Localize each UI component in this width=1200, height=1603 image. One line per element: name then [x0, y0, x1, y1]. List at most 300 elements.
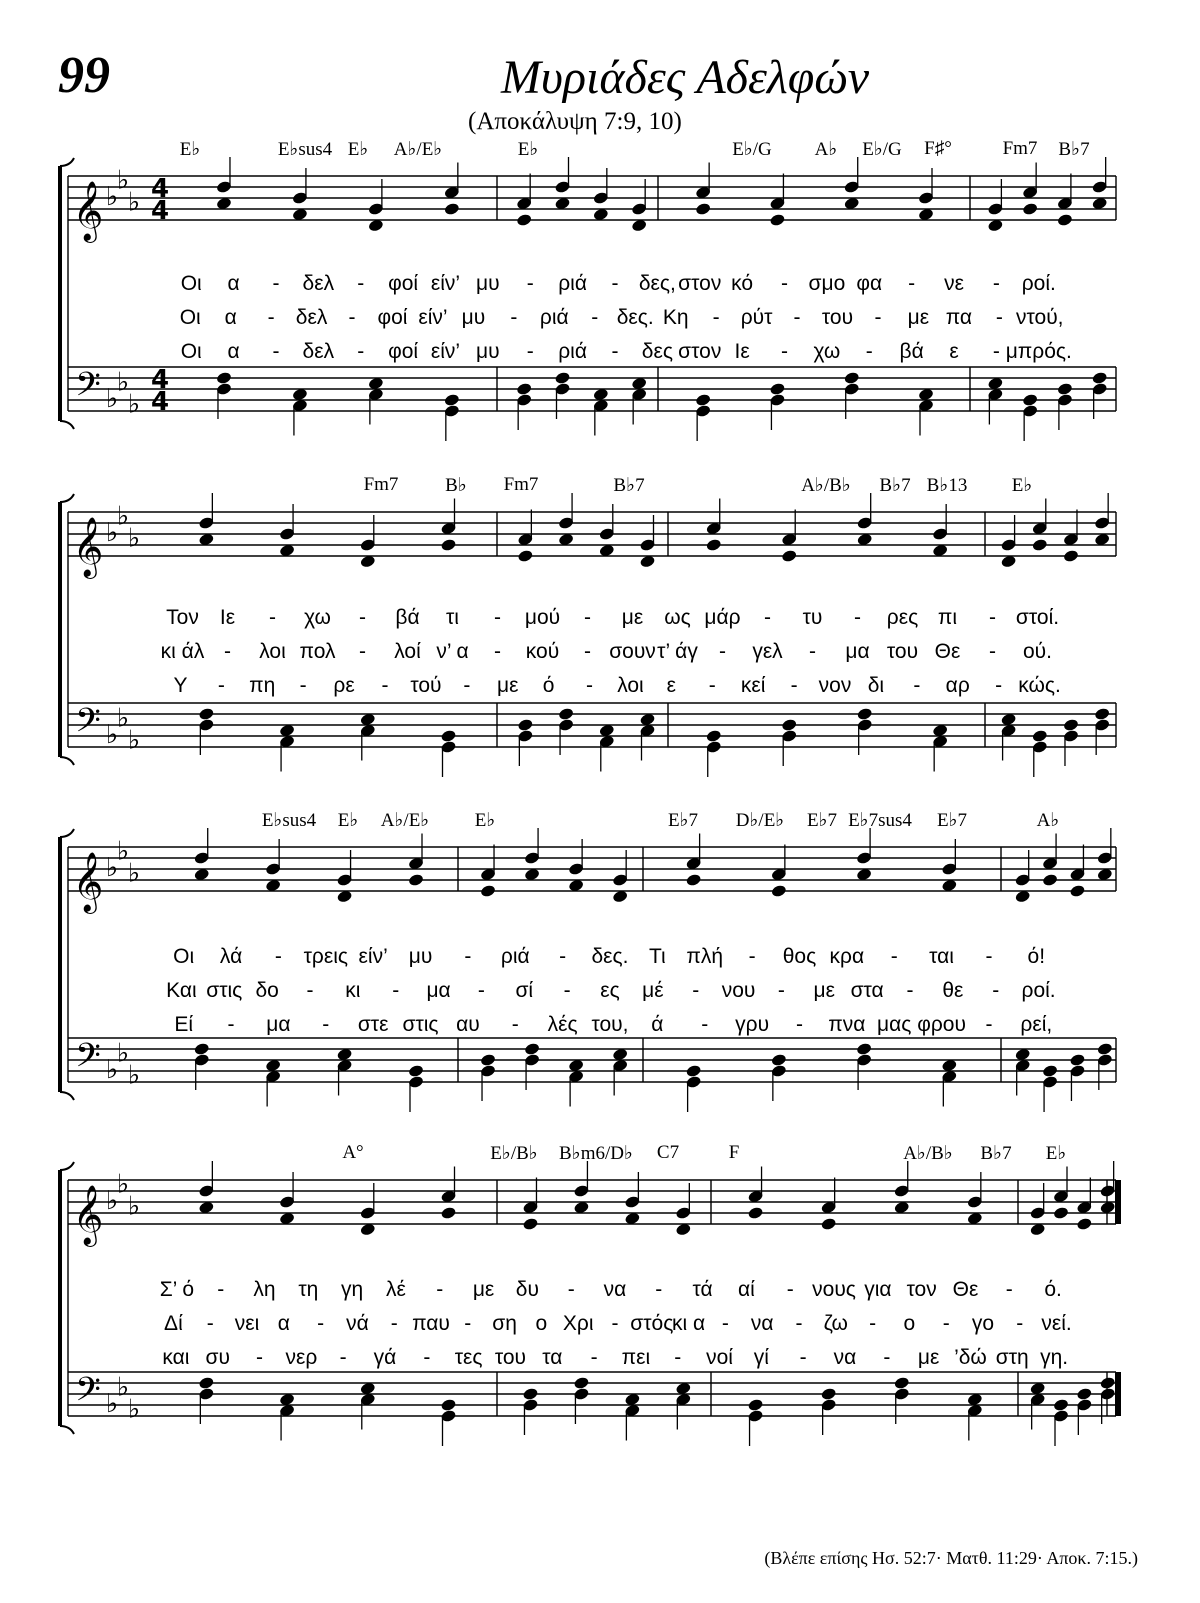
lyric-verse-3: ε — [666, 674, 677, 697]
lyric-verse-2: - — [306, 979, 314, 1002]
lyric-verse-3: είν’ — [430, 340, 461, 363]
lyric-verse-2: είν’ — [418, 306, 448, 329]
lyric-verse-1: - — [436, 1278, 444, 1301]
lyric-verse-1: φα — [856, 272, 883, 295]
notehead — [856, 707, 873, 721]
hymn-number: 99 — [58, 47, 110, 104]
notehead — [1063, 718, 1080, 732]
notehead — [769, 213, 786, 227]
lyric-verse-3: τού — [410, 674, 442, 697]
lyric-verse-1: τη — [298, 1278, 319, 1301]
lyric-verse-1: λά — [219, 945, 243, 968]
lyric-verse-2: με — [907, 306, 930, 329]
lyric-verse-3: μυ — [476, 340, 500, 363]
lyric-verse-1: - — [764, 606, 771, 629]
notehead — [480, 884, 497, 898]
chord-symbol: E♭ — [179, 139, 201, 160]
key-flat-icon: ♭ — [127, 1191, 141, 1222]
lyric-verse-2: σουν — [609, 640, 656, 663]
chord-symbol: B♭7 — [613, 475, 645, 496]
lyric-verse-3: - — [795, 1013, 803, 1036]
lyric-verse-1: Οι — [173, 945, 195, 968]
chord-symbol: E♭sus4 — [261, 810, 317, 831]
lyric-verse-2: - — [869, 1312, 877, 1335]
lyric-verse-3: ρεί, — [1020, 1013, 1053, 1036]
lyric-verse-2: κι α — [672, 1312, 706, 1335]
treble-clef-icon: 𝄞 — [72, 181, 104, 241]
notehead — [781, 718, 798, 732]
lyric-verse-3: νον — [818, 674, 852, 697]
lyric-verse-2: - — [719, 640, 726, 663]
lyric-verse-2: κι άλ — [160, 640, 205, 663]
lyric-verse-2: λοι — [259, 640, 286, 663]
lyric-verse-3: - — [913, 674, 921, 697]
notehead — [1069, 884, 1086, 898]
chord-symbol: E♭ — [347, 139, 369, 160]
lyric-verse-2: Δί — [164, 1312, 183, 1335]
lyric-verse-2: μα — [845, 640, 870, 663]
lyric-verse-2: νεί. — [1041, 1312, 1072, 1335]
notehead — [893, 1376, 910, 1390]
lyric-verse-3: Οι — [180, 340, 202, 363]
lyric-verse-2: - — [874, 306, 882, 329]
lyric-verse-3: με — [917, 1346, 940, 1369]
lyric-verse-3: του, — [591, 1013, 629, 1036]
key-flat-icon: ♭ — [105, 1055, 119, 1085]
lyric-verse-2: - — [584, 640, 591, 663]
bracket-cap — [60, 1162, 74, 1170]
lyric-verse-3: αυ — [456, 1013, 480, 1036]
lyric-verse-3: - — [381, 674, 389, 697]
lyric-verse-2: - — [777, 979, 785, 1002]
lyric-verse-3: - — [511, 1013, 519, 1036]
chord-symbol: B♭7 — [879, 475, 911, 496]
lyric-verse-3: - — [781, 340, 789, 363]
lyric-verse-3: με — [496, 674, 519, 697]
footer-references: (Βλέπε επίσης Ησ. 52:7· Ματθ. 11:29· Αποκ. 7:15.) — [764, 1548, 1138, 1568]
lyric-verse-1: με — [472, 1278, 495, 1301]
lyric-verse-1: ως — [664, 606, 691, 629]
lyric-verse-3: στη — [995, 1346, 1029, 1369]
lyric-verse-2: - — [390, 1312, 398, 1335]
lyric-verse-2: Και — [166, 979, 197, 1002]
lyric-verse-2: Χρι — [562, 1312, 594, 1335]
lyric-verse-1: μού — [524, 606, 561, 629]
notehead — [1076, 1387, 1093, 1401]
lyric-verse-1: - — [272, 272, 280, 295]
lyric-verse-3: λοι — [617, 674, 644, 697]
lyric-verse-2: σί — [515, 979, 534, 1002]
lyric-verse-3: - — [995, 674, 1003, 697]
lyric-verse-3: - — [423, 1346, 431, 1369]
lyric-verse-3: γί — [753, 1346, 769, 1369]
chord-symbol: E♭ — [474, 810, 496, 831]
lyric-verse-3: - — [799, 1346, 807, 1369]
key-flat-icon: ♭ — [105, 1186, 119, 1216]
lyric-verse-1: τρεις — [303, 945, 348, 968]
lyric-verse-1: λη — [253, 1278, 276, 1301]
lyric-verse-2: δο — [255, 979, 279, 1002]
lyric-verse-2: - — [477, 979, 485, 1002]
lyric-verse-2: - — [795, 1312, 803, 1335]
lyric-verse-3: μα — [266, 1013, 291, 1036]
lyric-verse-3: τες — [454, 1346, 483, 1369]
notehead — [517, 549, 534, 563]
lyric-verse-3: - — [701, 1013, 709, 1036]
lyric-verse-3: - — [611, 340, 619, 363]
chord-symbol: E♭ — [517, 139, 539, 160]
lyric-verse-1: ριά — [558, 272, 587, 295]
notehead — [440, 538, 457, 552]
key-flat-icon: ♭ — [127, 187, 141, 218]
notehead — [516, 382, 533, 396]
lyric-verse-2: ού. — [1023, 640, 1052, 663]
lyric-verse-2: - — [464, 1312, 472, 1335]
notehead — [524, 1042, 541, 1056]
lyric-verse-1: τά — [692, 1278, 713, 1301]
lyric-verse-3: στις — [402, 1013, 439, 1036]
chord-symbol: F♯° — [924, 138, 952, 159]
lyric-verse-2: φοί — [377, 306, 408, 329]
lyric-verse-2: τ’ άγ — [657, 640, 698, 663]
bracket-cap — [60, 1426, 74, 1434]
lyric-verse-2: - — [510, 306, 518, 329]
lyric-verse-1: πλή — [686, 945, 724, 968]
lyric-verse-3: ρε — [333, 674, 355, 697]
lyric-verse-3: αρ — [945, 674, 970, 697]
chord-symbol: A♭ — [814, 139, 838, 160]
chord-symbol: A♭/B♭ — [801, 475, 851, 496]
notehead — [1099, 1376, 1116, 1390]
lyric-verse-2: νά — [346, 1312, 369, 1335]
notehead — [781, 549, 798, 563]
notehead — [554, 371, 571, 385]
lyric-verse-3: τα — [542, 1346, 563, 1369]
lyric-verse-1: βά — [395, 606, 420, 629]
notehead — [216, 371, 233, 385]
chord-symbol: A° — [342, 1142, 364, 1163]
notehead — [522, 1217, 539, 1231]
lyric-verse-3: πνα — [828, 1013, 866, 1036]
lyric-verse-3: - — [339, 1346, 347, 1369]
lyric-verse-1: - — [854, 606, 861, 629]
notehead — [1069, 1053, 1086, 1067]
lyric-verse-3: - — [299, 674, 307, 697]
notehead — [769, 382, 786, 396]
notehead — [408, 873, 425, 887]
lyric-verse-2: - — [348, 306, 356, 329]
lyric-verse-3: στον — [678, 340, 722, 363]
lyric-verse-1: με — [621, 606, 644, 629]
lyric-verse-2: λοί — [394, 640, 421, 663]
lyric-verse-3: - — [865, 340, 873, 363]
lyric-verse-2: ο — [903, 1312, 916, 1335]
lyric-verse-2: - — [721, 1312, 729, 1335]
lyric-verse-1: μυ — [476, 272, 500, 295]
lyric-verse-2: α — [277, 1312, 290, 1335]
notehead — [685, 873, 702, 887]
lyric-verse-3: - — [883, 1346, 891, 1369]
bracket-cap — [60, 1092, 74, 1100]
chord-symbol: C7 — [656, 1142, 680, 1163]
lyric-verse-2: - — [992, 979, 1000, 1002]
key-flat-icon: ♭ — [116, 703, 130, 734]
lyric-verse-1: τον — [906, 1278, 937, 1301]
lyric-verse-1: κρα — [829, 945, 865, 968]
lyric-verse-1: μυ — [408, 945, 433, 968]
lyric-verse-1: χω — [304, 606, 331, 629]
notehead — [1031, 729, 1048, 743]
lyric-verse-1: ό. — [1044, 1278, 1062, 1301]
lyric-verse-3: στε — [357, 1013, 389, 1036]
key-flat-icon: ♭ — [127, 523, 141, 554]
notehead — [440, 729, 457, 743]
lyric-verse-3: δελ — [302, 340, 335, 363]
lyric-verse-1: - — [269, 606, 276, 629]
lyric-verse-1: - — [989, 606, 996, 629]
chord-symbol: E♭/B♭ — [490, 1143, 538, 1164]
lyric-verse-2: δες. — [616, 306, 654, 329]
notehead — [1022, 393, 1039, 407]
key-flat-icon: ♭ — [116, 1372, 130, 1403]
lyric-verse-2: ες — [600, 979, 620, 1002]
lyric-verse-2: - — [224, 640, 231, 663]
notehead — [444, 393, 461, 407]
chord-symbol: E♭/G — [732, 139, 772, 160]
notehead — [1094, 707, 1111, 721]
lyric-verse-1: φοί — [388, 272, 419, 295]
key-flat-icon: ♭ — [105, 182, 119, 212]
lyric-verse-1: δελ — [302, 272, 335, 295]
lyric-verse-3: κεί — [740, 674, 766, 697]
lyric-verse-1: στον — [678, 272, 722, 295]
lyric-verse-1: δες. — [591, 945, 629, 968]
notehead — [705, 538, 722, 552]
lyric-verse-1: γη — [341, 1278, 364, 1301]
notehead — [771, 1053, 788, 1067]
chord-symbol: E♭sus4 — [277, 139, 333, 160]
lyric-verse-2: να — [750, 1312, 774, 1335]
lyric-verse-1: - — [1005, 1278, 1013, 1301]
notehead — [856, 1042, 873, 1056]
lyric-verse-1: - — [748, 945, 756, 968]
lyric-verse-2: ν’ α — [436, 640, 469, 663]
lyric-verse-3: - — [985, 1013, 993, 1036]
lyric-verse-1: τι — [446, 606, 459, 629]
lyric-verse-1: σμο — [808, 272, 846, 295]
lyric-verse-2: πα — [945, 306, 973, 329]
lyric-verse-2: - — [692, 979, 700, 1002]
chord-symbol: A♭/E♭ — [380, 810, 430, 831]
lyric-verse-1: - — [655, 1278, 663, 1301]
lyric-verse-3: - — [463, 674, 471, 697]
notehead — [820, 1387, 837, 1401]
lyric-verse-2: Οι — [179, 306, 201, 329]
lyric-verse-2: ση — [492, 1312, 517, 1335]
bracket-cap — [60, 829, 74, 837]
chord-symbol: F — [728, 1142, 740, 1163]
chord-symbol: E♭/G — [862, 139, 902, 160]
lyric-verse-1: - — [786, 1278, 794, 1301]
key-flat-icon: ♭ — [105, 1389, 119, 1419]
lyric-verse-1: Τι — [649, 945, 666, 968]
lyric-verse-1: δυ — [515, 1278, 539, 1301]
lyric-verse-2: - — [809, 640, 816, 663]
lyric-verse-3: - — [674, 1346, 682, 1369]
key-flat-icon: ♭ — [127, 389, 141, 420]
lyric-verse-1: για — [864, 1278, 892, 1301]
notehead — [517, 718, 534, 732]
notehead — [1053, 1206, 1070, 1220]
lyric-verse-3: - — [590, 1346, 598, 1369]
lyric-verse-2: στός — [630, 1312, 674, 1335]
lyric-verse-1: νε — [944, 272, 964, 295]
lyric-verse-1: ται — [929, 945, 954, 968]
key-flat-icon: ♭ — [105, 853, 119, 883]
lyric-verse-2: νει — [234, 1312, 260, 1335]
lyric-verse-1: νους — [812, 1278, 856, 1301]
chord-symbol: E♭ — [337, 810, 359, 831]
chord-symbol: E♭ — [1045, 1143, 1067, 1164]
final-barline — [1115, 1372, 1121, 1416]
lyric-verse-1: - — [890, 945, 898, 968]
lyric-verse-3: - — [322, 1013, 330, 1036]
lyric-verse-2: - — [793, 306, 801, 329]
bracket-cap — [60, 757, 74, 765]
scripture-reference: (Αποκάλυψη 7:9, 10) — [468, 108, 682, 135]
notehead — [193, 1042, 210, 1056]
key-flat-icon: ♭ — [105, 518, 119, 548]
chord-symbol: B♭7 — [1058, 139, 1090, 160]
lyric-verse-3: - — [708, 674, 716, 697]
notehead — [695, 202, 712, 216]
chord-symbol: B♭m6/D♭ — [559, 1143, 633, 1164]
lyric-verse-1: δες, — [638, 272, 676, 295]
lyric-verse-1: Θε — [952, 1278, 979, 1301]
lyric-verse-3: - — [272, 340, 280, 363]
lyric-verse-2: - — [942, 1312, 950, 1335]
lyric-verse-2: - — [392, 979, 400, 1002]
chord-symbol: A♭ — [1036, 810, 1060, 831]
lyric-verse-1: μάρ — [704, 606, 741, 629]
key-flat-icon: ♭ — [116, 501, 130, 532]
lyric-verse-2: - — [206, 1312, 214, 1335]
lyric-verse-3: - — [790, 674, 798, 697]
notehead — [198, 1376, 215, 1390]
lyric-verse-1: - — [464, 945, 472, 968]
lyric-verse-1: Ιε — [219, 606, 236, 629]
lyric-verse-2: πολ — [299, 640, 336, 663]
lyric-verse-3: - — [227, 1013, 235, 1036]
notehead — [1091, 371, 1108, 385]
lyric-verse-2: ριά — [539, 306, 569, 329]
bass-clef-icon: 𝄢 — [75, 702, 101, 748]
lyric-verse-3: - — [992, 340, 1000, 363]
lyric-verse-2: κι — [345, 979, 361, 1002]
lyric-verse-1: - — [274, 945, 282, 968]
key-flat-icon: ♭ — [105, 720, 119, 750]
lyric-verse-2: του — [886, 640, 919, 663]
key-flat-icon: ♭ — [127, 1060, 141, 1091]
key-flat-icon: ♭ — [116, 836, 130, 867]
lyric-verse-3: γά — [373, 1346, 397, 1369]
lyric-verse-2: μέ — [642, 979, 664, 1002]
lyric-verse-2: - — [267, 306, 275, 329]
lyric-verse-1: τυ — [802, 606, 823, 629]
notehead — [1053, 1398, 1070, 1412]
lyric-verse-3: ό — [542, 674, 555, 697]
notehead — [705, 729, 722, 743]
lyric-verse-1: λέ — [386, 1278, 406, 1301]
key-flat-icon: ♭ — [116, 165, 130, 196]
lyric-verse-3: - — [217, 674, 225, 697]
lyric-verse-2: α — [224, 306, 237, 329]
chord-symbol: A♭/B♭ — [903, 1143, 953, 1164]
lyric-verse-2: - — [591, 306, 599, 329]
lyric-verse-2: μυ — [461, 306, 486, 329]
lyric-verse-2: με — [813, 979, 836, 1002]
chord-symbol: E♭7sus4 — [848, 810, 912, 831]
bracket-cap — [60, 494, 74, 502]
lyric-verse-1: - — [357, 272, 365, 295]
chord-symbol: B♭7 — [980, 1143, 1012, 1164]
lyric-verse-3: Υ — [173, 674, 188, 697]
lyric-verse-3: - — [357, 340, 365, 363]
notehead — [820, 1217, 837, 1231]
chord-symbol: B♭ — [445, 475, 467, 496]
chord-symbol: E♭ — [1011, 475, 1033, 496]
lyric-verse-3: - — [586, 674, 594, 697]
notehead — [440, 1398, 457, 1412]
notehead — [1031, 538, 1048, 552]
lyric-verse-2: παυ — [412, 1312, 450, 1335]
lyric-verse-1: είν’ — [358, 945, 388, 968]
bracket-cap — [60, 421, 74, 429]
lyric-verse-2: - — [906, 979, 914, 1002]
lyric-verse-1: - — [584, 606, 591, 629]
key-flat-icon: ♭ — [127, 1394, 141, 1425]
lyric-verse-2: Θε — [934, 640, 961, 663]
lyric-verse-2: - — [712, 306, 720, 329]
lyric-verse-2: - — [317, 1312, 325, 1335]
lyric-verse-1: στοί. — [1015, 606, 1060, 629]
lyric-verse-3: πη — [249, 674, 276, 697]
lyric-verse-3: και — [162, 1346, 190, 1369]
lyric-verse-2: θε — [942, 979, 964, 1002]
notehead — [522, 1387, 539, 1401]
lyric-verse-1: ό! — [1027, 945, 1046, 968]
key-flat-icon: ♭ — [116, 367, 130, 398]
lyric-verse-2: ο — [535, 1312, 548, 1335]
lyric-verse-2: γο — [971, 1312, 995, 1335]
lyric-verse-2: νου — [721, 979, 756, 1002]
lyric-verse-2: γελ — [752, 640, 783, 663]
bass-clef-icon: 𝄢 — [75, 1371, 101, 1417]
lyric-verse-3: γη. — [1040, 1346, 1069, 1369]
lyric-verse-1: Τον — [166, 606, 199, 629]
lyric-verse-3: του — [494, 1346, 527, 1369]
lyric-verse-2: - — [611, 1312, 619, 1335]
lyric-verse-1: Σ’ ό — [159, 1278, 195, 1301]
lyric-verse-1: α — [227, 272, 240, 295]
lyric-verse-3: ριά — [558, 340, 587, 363]
lyric-verse-1: - — [781, 272, 789, 295]
lyric-verse-3: φοί — [388, 340, 419, 363]
lyric-verse-3: φρου — [917, 1013, 966, 1036]
lyric-verse-3: συ — [205, 1346, 230, 1369]
lyric-verse-2: Κη — [662, 306, 689, 329]
lyric-verse-1: θος — [782, 945, 817, 968]
